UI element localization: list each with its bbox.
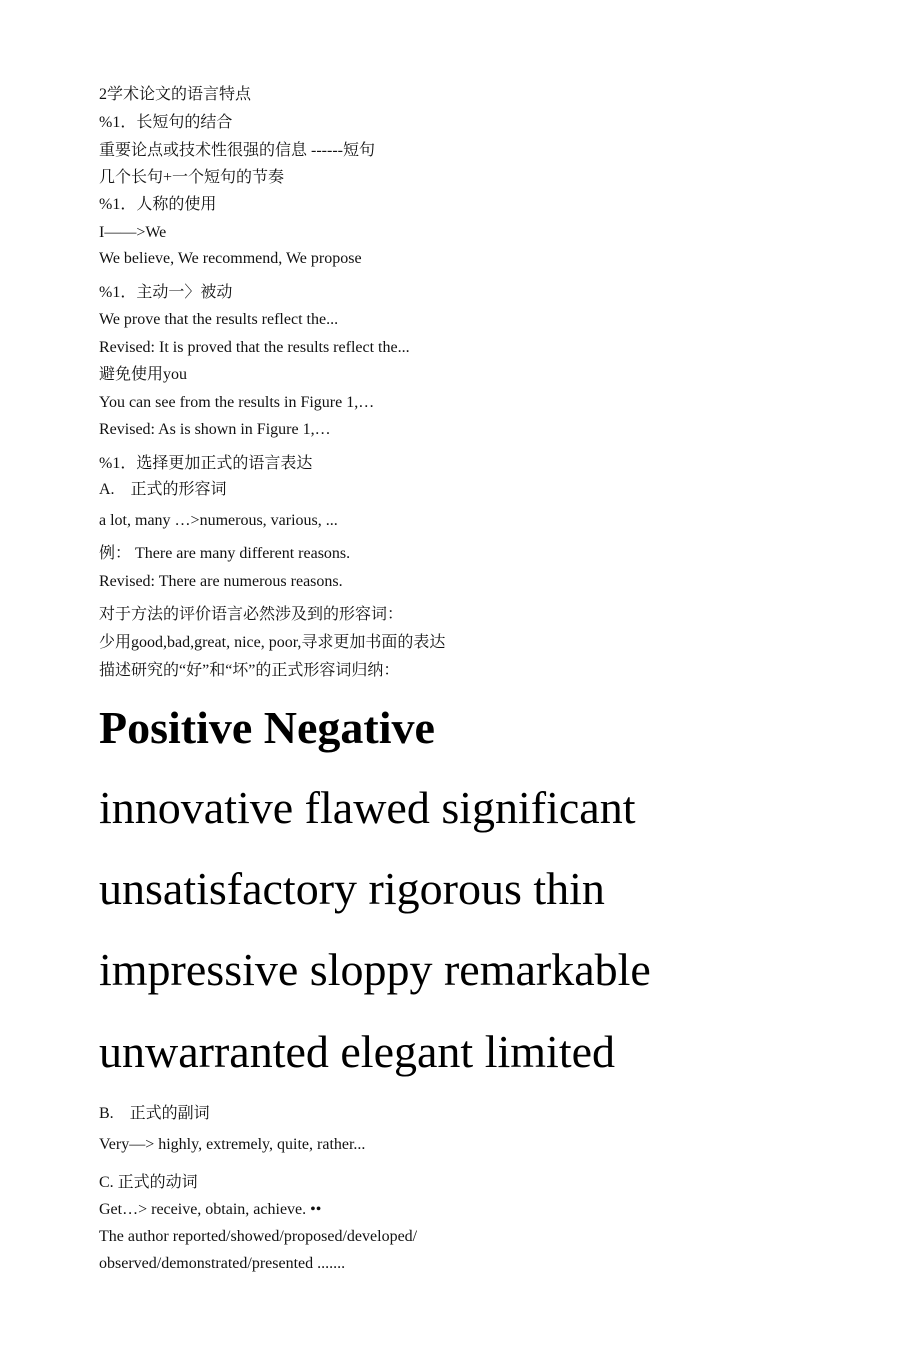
subsection-heading: %1．长短句的结合 [99,114,233,131]
subsection-heading: %1．主动一〉被动 [99,284,233,301]
text-line: We prove that the results reflect the... [99,311,339,328]
example-line: 例： There are many different reasons. [99,545,351,562]
text-line: We believe, We recommend, We propose [99,250,362,267]
text-line: Revised: It is proved that the results reflect the... [99,339,410,356]
subsection-heading: %1．人称的使用 [99,196,217,213]
text-line: Get…> receive, obtain, achieve. •• [99,1201,322,1218]
adjective-table-row: unwarranted elegant limited [99,1026,616,1077]
text-line: Revised: As is shown in Figure 1,… [99,421,331,438]
adjective-table-row: innovative flawed significant [99,782,636,833]
text-line: The author reported/showed/proposed/developed/ [99,1228,418,1245]
list-label: C. 正式的动词 [99,1174,198,1191]
section-heading: 2学术论文的语言特点 [99,86,252,103]
adjective-table-header: Positive Negative [99,702,435,753]
text-line: 描述研究的“好”和“坏”的正式形容词归纳： [99,662,400,679]
text-line: 几个长句+一个短句的节奏 [99,169,285,186]
text-line: observed/demonstrated/presented ....... [99,1255,346,1272]
adjective-table-row: unsatisfactory rigorous thin [99,863,605,914]
text-line: 避免使用you [99,366,188,383]
text-line: 重要论点或技术性很强的信息 ------短句 [99,142,375,159]
text-line: Very—> highly, extremely, quite, rather... [99,1136,366,1153]
adjective-table-row: impressive sloppy remarkable [99,944,651,995]
text-line: 对于方法的评价语言必然涉及到的形容词： [99,606,404,623]
text-line: a lot, many …>numerous, various, ... [99,512,338,529]
text-line: You can see from the results in Figure 1,… [99,394,375,411]
text-line: Revised: There are numerous reasons. [99,573,343,590]
text-line: I——>We [99,224,167,241]
subsection-heading: %1．选择更加正式的语言表达 [99,455,313,472]
list-label: A. 正式的形容词 [99,481,227,498]
list-label: B. 正式的副词 [99,1105,210,1122]
text-line: 少用good,bad,great, nice, poor,寻求更加书面的表达 [99,634,446,651]
